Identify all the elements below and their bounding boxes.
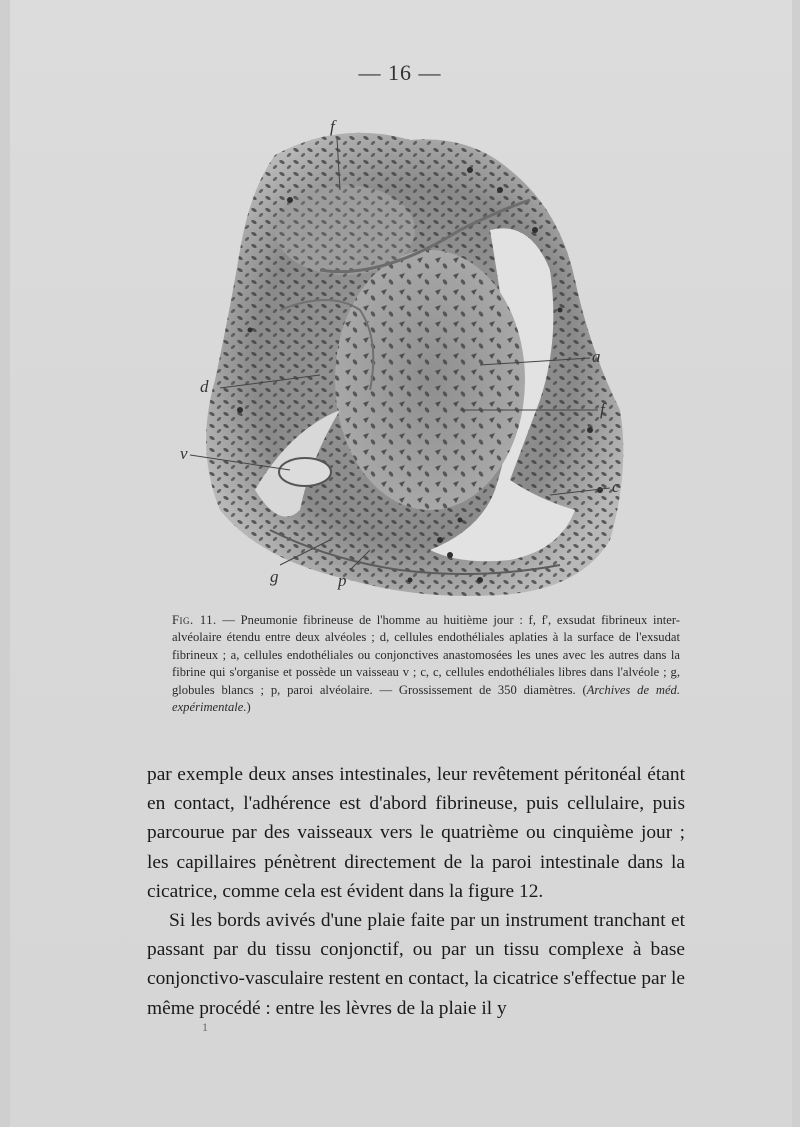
label-g: g [270, 567, 279, 586]
signature-mark: 1 [202, 1020, 208, 1034]
caption-text-end: ) [246, 700, 251, 715]
figure-caption [172, 612, 680, 716]
label-a: a [592, 347, 601, 366]
label-f-right: f [600, 400, 605, 419]
caption-figure-label: Fig. 11. [172, 613, 217, 627]
caption-source: Archives de méd. expérimentale. [172, 682, 680, 715]
paragraph-1: par exemple deux anses intestinales, leur revêtement péritonéal étant en contact, l'adhérence est d'abord fibrineuse, puis cellulaire, puis parcourue par des vaisseaux vers le quatrième ou cinquième jour ; les capillaires pénètrent directement de la paroi intestinale dans la cicatrice, comme cela est évident dans la figure 12. [147, 764, 685, 902]
label-f-top: f [330, 117, 335, 136]
label-d: d [200, 377, 209, 396]
label-p: p [338, 571, 347, 590]
caption-text: — Pneumonie fibrineuse de l'homme au huitième jour : f, f', exsudat fibrineux inter-alvéolaire étendu entre deux alvéoles ; d, cellules endothéliales aplaties à la surface de l'exsudat fibrineux ; a, cellules endothéliales ou conjonctives anastomosées les unes avec les autres dans la fibrine qui s'organise et possède un vaisseau v ; c, c, cellules endothéliales libres dans l'alvéole ; g, globules blancs ; p, paroi alvéolaire. — Grossissement de 350 diamètres. ( [172, 613, 680, 697]
histology-figure [180, 110, 650, 610]
paragraph-2: Si les bords avivés d'une plaie faite par un instrument tranchant et passant par du tissu conjonctif, ou par un tissu complexe à base conjonctivo-vasculaire restent en contact, la cicatrice s'effectue par le même procédé : entre les lèvres de la plaie il y [147, 910, 685, 1019]
histology-illustration [180, 110, 650, 610]
page-number: — 16 — [358, 60, 442, 85]
label-v: v [180, 444, 188, 463]
label-c: c [612, 477, 620, 496]
body-text [147, 760, 685, 1023]
